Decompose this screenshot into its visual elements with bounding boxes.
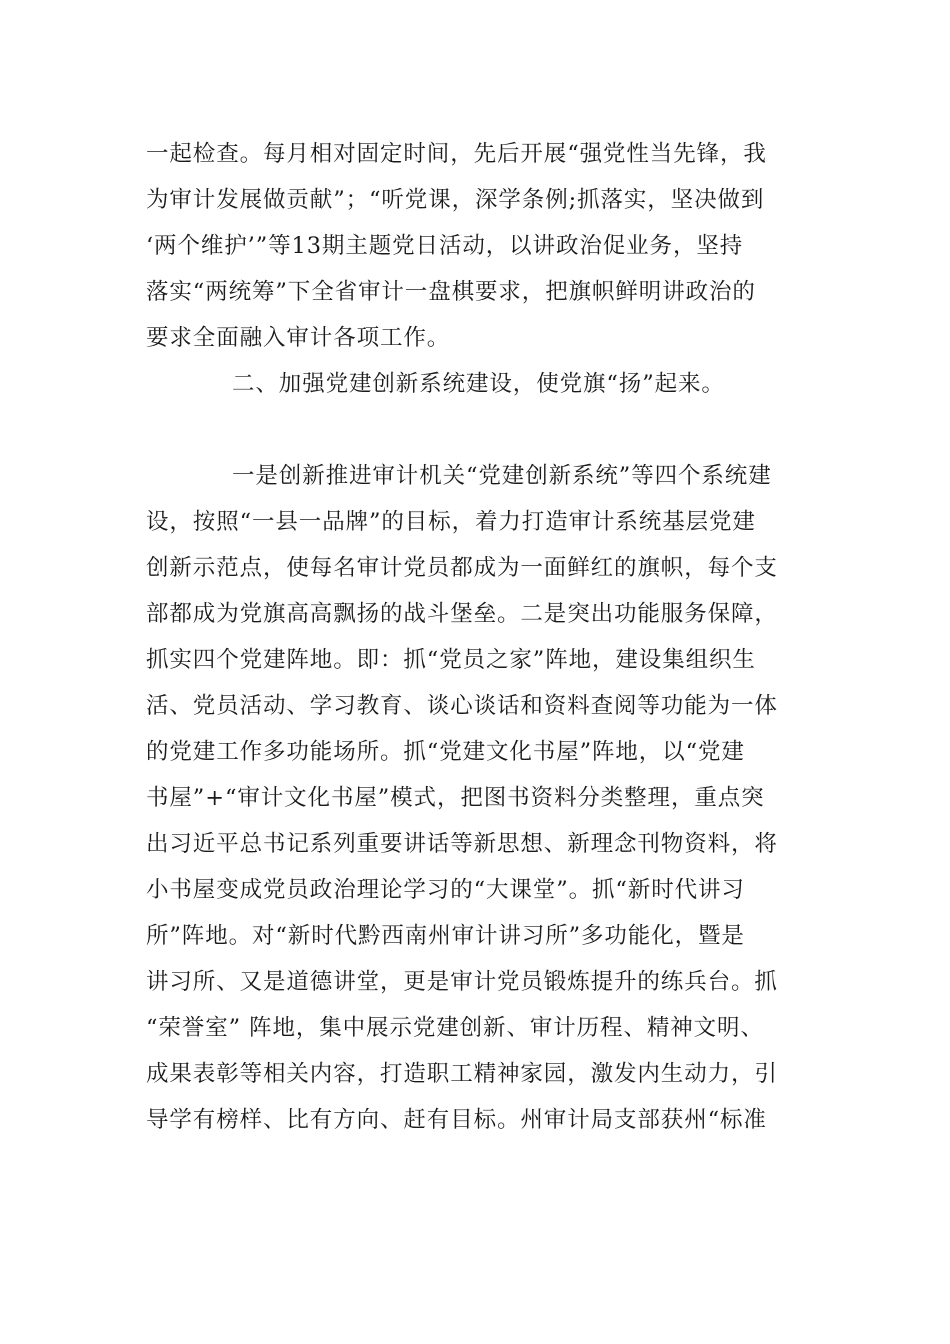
text-line: 出习近平总书记系列重要讲话等新思想、新理念刊物资料，将	[146, 831, 778, 857]
text-line: 导学有榜样、比有方向、赶有目标。州审计局支部获州“标准	[146, 1107, 767, 1133]
text-line: 部都成为党旗高高飘扬的战斗堡垒。二是突出功能服务保障，	[146, 601, 778, 627]
text-line: 抓实四个党建阵地。即：抓“党员之家”阵地，建设集组织生	[146, 647, 756, 673]
text-line: 一起检查。每月相对固定时间，先后开展“强党性当先锋，我	[146, 141, 767, 167]
text-line: 落实“两统筹”下全省审计一盘棋要求，把旗帜鲜明讲政治的	[146, 279, 756, 305]
paragraph-first-line: 一是创新推进审计机关“党建创新系统”等四个系统建	[232, 463, 772, 489]
text-line: 为审计发展做贡献”；“听党课，深学条例;抓落实，坚决做到	[146, 187, 765, 213]
text-line: 要求全面融入审计各项工作。	[146, 325, 451, 351]
text-line: 设，按照“一县一品牌”的目标，着力打造审计系统基层党建	[146, 509, 756, 535]
text-line: 讲习所、又是道德讲堂，更是审计党员锻炼提升的练兵台。抓	[146, 969, 778, 995]
text-line: 小书屋变成党员政治理论学习的“大课堂”。抓“新时代讲习	[146, 877, 745, 903]
text-line: 成果表彰等相关内容，打造职工精神家园，激发内生动力，引	[146, 1061, 778, 1087]
text-line: 的党建工作多功能场所。抓“党建文化书屋”阵地，以“党建	[146, 739, 745, 765]
text-line: 所”阵地。对“新时代黔西南州审计讲习所”多功能化，暨是	[146, 923, 745, 949]
text-line: 书屋”+“审计文化书屋”模式，把图书资料分类整理，重点突	[146, 785, 765, 811]
text-line: “荣誉室” 阵地，集中展示党建创新、审计历程、精神文明、	[146, 1015, 764, 1041]
text-line: 活、党员活动、学习教育、谈心谈话和资料查阅等功能为一体	[146, 693, 778, 719]
section-heading: 二、加强党建创新系统建设，使党旗“扬”起来。	[232, 371, 725, 397]
text-line: 创新示范点，使每名审计党员都成为一面鲜红的旗帜，每个支	[146, 555, 778, 581]
text-line: ‘两个维护’”等13期主题党日活动，以讲政治促业务，坚持	[146, 233, 744, 259]
